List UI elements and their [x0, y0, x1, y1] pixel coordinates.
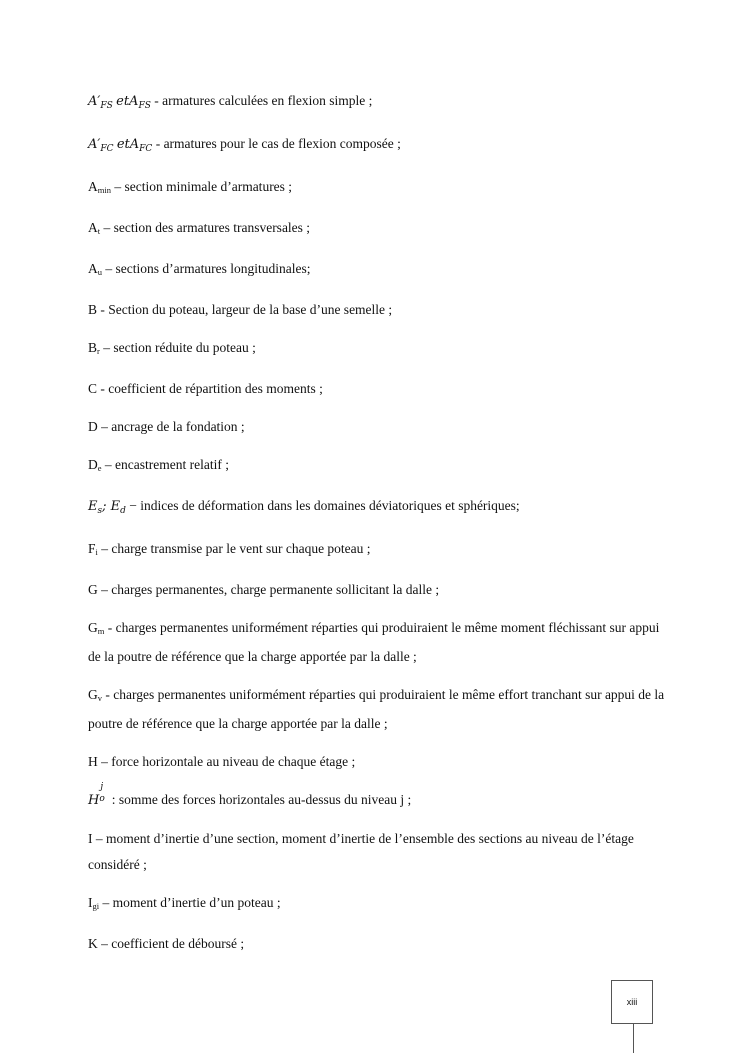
- math-symbol: ; E: [102, 499, 121, 514]
- symbol-subscript: e: [97, 463, 102, 473]
- symbol-subscript: u: [97, 267, 102, 277]
- notation-entry-hoj: [88, 782, 668, 814]
- separator: -: [150, 93, 163, 108]
- separator: –: [97, 419, 112, 434]
- separator: -: [104, 620, 116, 635]
- separator: -: [102, 687, 114, 702]
- notation-definition: somme des forces horizontales au-dessus du niveau j ;: [118, 792, 412, 807]
- math-symbol: A′: [88, 137, 101, 152]
- notation-definition: encastrement relatif ;: [115, 457, 229, 472]
- notation-entry-gm: [88, 615, 668, 670]
- notation-symbol: B: [88, 302, 98, 317]
- separator: -: [152, 136, 164, 151]
- notation-symbol: F: [88, 541, 96, 556]
- separator: –: [97, 936, 112, 951]
- notation-entry-au: [88, 256, 668, 285]
- notation-definition: coefficient de déboursé ;: [111, 936, 245, 951]
- notation-symbol: [88, 93, 151, 111]
- notation-symbol: [88, 782, 108, 808]
- notation-entry-igi: [88, 890, 668, 919]
- notation-entry-gv: [88, 682, 668, 737]
- notation-entry-i: [88, 826, 668, 878]
- notation-definition: armatures pour le cas de flexion composée ;: [163, 136, 401, 151]
- separator: -: [97, 381, 109, 396]
- notation-definition: section des armatures transversales ;: [113, 220, 311, 235]
- symbol-subscript: v: [97, 693, 102, 703]
- symbol-subscript: r: [97, 346, 100, 356]
- separator: :: [108, 792, 119, 807]
- notation-list: [88, 88, 668, 969]
- notation-symbol: [88, 136, 153, 154]
- math-subscript: o: [99, 794, 105, 804]
- notation-entry-c: [88, 376, 668, 402]
- separator: –: [97, 541, 112, 556]
- separator: –: [97, 582, 112, 597]
- separator: –: [99, 895, 113, 910]
- separator: –: [102, 261, 116, 276]
- notation-entry-de: [88, 452, 668, 481]
- notation-definition: charges permanentes uniformément réparties qui produiraient le même effort tranchant sur appui de la poutre de référence que la charge apportée par la dalle ;: [88, 687, 665, 731]
- symbol-subscript: min: [97, 185, 111, 195]
- symbol-subscript: m: [97, 626, 105, 636]
- math-symbol: A′: [88, 94, 101, 109]
- separator: -: [97, 302, 109, 317]
- notation-definition: Section du poteau, largeur de la base d’une semelle ;: [108, 302, 393, 317]
- notation-definition: coefficient de répartition des moments ;: [108, 381, 323, 396]
- notation-entry-d: [88, 414, 668, 440]
- notation-definition: moment d’inertie d’un poteau ;: [112, 895, 281, 910]
- separator: –: [100, 220, 114, 235]
- notation-entry-af-fs: [88, 88, 668, 119]
- notation-entry-fi: [88, 536, 668, 565]
- notation-definition: ancrage de la fondation ;: [111, 419, 245, 434]
- math-scripts: [99, 782, 108, 804]
- notation-definition: charges permanentes uniformément réparties qui produiraient le même moment fléchissant sur appui de la poutre de référence que la charge apportée par la dalle ;: [88, 620, 660, 664]
- separator: −: [125, 498, 141, 513]
- notation-definition: force horizontale au niveau de chaque étage ;: [111, 754, 356, 769]
- notation-symbol: A: [88, 179, 98, 194]
- notation-entry-at: [88, 215, 668, 244]
- math-symbol: H: [88, 793, 100, 808]
- math-symbol: E: [88, 499, 98, 514]
- math-subscript: s: [97, 506, 103, 516]
- symbol-subscript: i: [95, 547, 98, 557]
- notation-definition: moment d’inertie d’une section, moment d’inertie de l’ensemble des sections au niveau de l’étage considéré ;: [88, 831, 634, 872]
- notation-symbol: D: [88, 419, 98, 434]
- math-superscript: j: [100, 782, 104, 792]
- notation-definition: section minimale d’armatures ;: [124, 179, 293, 194]
- notation-definition: charges permanentes, charge permanente sollicitant la dalle ;: [111, 582, 440, 597]
- separator: –: [92, 831, 106, 846]
- notation-symbol: I: [88, 895, 93, 910]
- notation-definition: section réduite du poteau ;: [113, 340, 256, 355]
- notation-entry-h: [88, 749, 668, 775]
- notation-definition: charge transmise par le vent sur chaque poteau ;: [111, 541, 371, 556]
- notation-entry-g: [88, 577, 668, 603]
- notation-definition: indices de déformation dans les domaines déviatoriques et sphériques;: [140, 498, 520, 513]
- symbol-subscript: t: [97, 226, 101, 236]
- separator: –: [97, 754, 112, 769]
- notation-symbol: I: [88, 831, 93, 846]
- notation-definition: armatures calculées en flexion simple ;: [162, 93, 373, 108]
- math-symbol: etA: [116, 137, 140, 152]
- symbol-subscript: gi: [92, 901, 100, 911]
- math-subscript: FC: [139, 144, 153, 154]
- notation-entry-amin: [88, 174, 668, 203]
- math-symbol: etA: [116, 94, 139, 109]
- math-subscript: FC: [100, 144, 114, 154]
- notation-symbol: G: [88, 687, 98, 702]
- notation-entry-af-fc: [88, 131, 668, 162]
- notation-symbol: H: [88, 754, 98, 769]
- notation-entry-es-ed: [88, 493, 668, 524]
- math-subscript: d: [120, 506, 126, 516]
- notation-symbol: G: [88, 582, 98, 597]
- notation-symbol: A: [88, 220, 98, 235]
- notation-symbol: G: [88, 620, 98, 635]
- page-number: xiii: [626, 997, 638, 1007]
- page-number-connector: [633, 1024, 634, 1053]
- notation-entry-br: [88, 335, 668, 364]
- notation-symbol: K: [88, 936, 98, 951]
- page-number-box: [611, 980, 653, 1024]
- separator: –: [101, 457, 116, 472]
- notation-symbol: [88, 498, 126, 516]
- notation-symbol: D: [88, 457, 98, 472]
- math-subscript: FS: [100, 101, 113, 111]
- separator: –: [110, 179, 125, 194]
- notation-definition: sections d’armatures longitudinales;: [115, 261, 311, 276]
- notation-symbol: B: [88, 340, 98, 355]
- notation-entry-k: [88, 931, 668, 957]
- notation-symbol: A: [88, 261, 98, 276]
- notation-symbol: C: [88, 381, 98, 396]
- separator: –: [99, 340, 114, 355]
- notation-entry-b: [88, 297, 668, 323]
- math-subscript: FS: [138, 101, 151, 111]
